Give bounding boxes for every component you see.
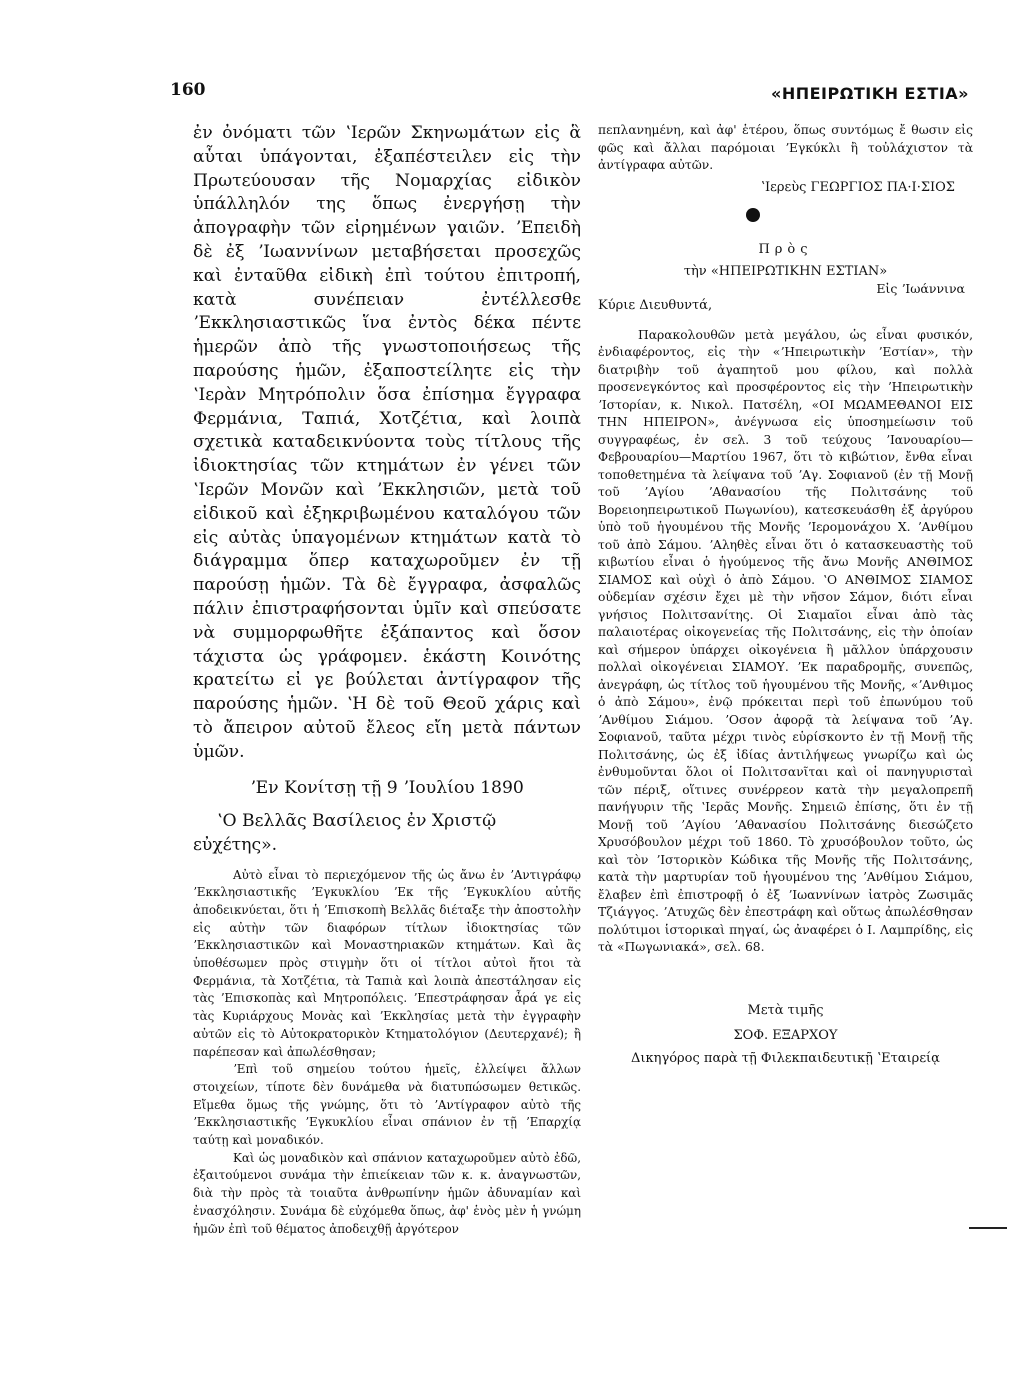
letter-paragraph: Παρακολουθῶν μετὰ μεγάλου, ὡς εἶναι φυσικόν, ἐνδιαφέροντος, εἰς τὴν «ʼΗπειρωτικὴν ʼΕστίαν», τὴν διατριβὴν τοῦ ἀγαπητοῦ μου φίλου, καὶ πολλὰ προσενεγκόντος καὶ προσφέροντος εἰς τὴν ʼΗπειρωτικὴν ʼΙστορίαν, κ. Νικολ. Πατσέλη, «ΟΙ ΜΩΑΜΕΘΑΝΟΙ ΕΙΣ ΤΗΝ ΗΠΕΙΡΟΝ», ἀνέγνωσα εἰς ὑποσημείωσιν τοῦ συγγραφέως, ἐν σελ. 3 τοῦ τεύχους ʼΙανουαρίου—Φεβρουαρίου—Μαρτίου 1967, ὅτι τὸ κιβώτιον, ἔνθα εἶναι τοποθετημένα τὰ λείψανα τοῦ ʼΑγ. Σοφιανοῦ (ἐν τῇ Μονῇ τοῦ ʼΑγίου ʼΑθανασίου τῆς Πολιτσάνης τοῦ Βορειοηπειρωτικοῦ Πωγωνίου), κατεσκευάσθη ἐξ ἀργύρου ὑπὸ τοῦ ἡγουμένου τῆς Μονῆς ʼΙερομονάχου Χ. ʼΑνθίμου τοῦ ἀπὸ Σάμου. ʼΑληθὲς εἶναι ὅτι ὁ κατασκευαστὴς τοῦ κιβωτίου εἶναι ὁ ἡγούμενος τῆς ἄνω Μονῆς ΑΝΘΙΜΟΣ ΣΙΑΜΟΣ καὶ οὐχὶ ὁ ἀπὸ Σάμου. ʽΟ ΑΝΘΙΜΟΣ ΣΙΑΜΟΣ οὐδεμίαν σχέσιν ἔχει μὲ τὴν νῆσον Σάμον, διότι εἶναι γνήσιος Πολιτσανίτης. Οἱ Σιαμαῖοι εἶναι ἀπὸ τὰς παλαιοτέρας οἰκογενείας τῆς Πολιτσάνης, εἰς τὴν ὁποίαν καὶ σήμερον ὑπάρχει οἰκογένεια ἢ μᾶλλον ὑπάρχουσιν πολλαὶ οἰκογένειαι ΣΙΑΜΟΥ. ʼΕκ παραδρομῆς, συνεπῶς, ἀνεγράφη, ὡς τίτλος τοῦ ἡγουμένου τῆς Μονῆς, «ʼΑνθιμος ὁ ἀπὸ Σάμου», ἐνῷ πρόκειται περὶ τοῦ ἐπωνύμου τοῦ ʼΑνθίμου Σιάμου. ʼΟσον ἀφορᾷ τὰ λείψανα τοῦ ʼΑγ. Σοφιανοῦ, ταῦτα μέχρι τινὸς εὑρίσκοντο ἐν τῇ Μονῇ τῆς Πολιτσάνης, ὡς ἐξ ἰδίας ἀντιλήψεως γνωρίζω καὶ ὡς ἐνθυμοῦνται ὅλοι οἱ Πολιτσανῖται καὶ οἱ πανηγυρισταὶ τῶν πέριξ, οἵτινες συνέρρεον κατὰ τὴν μεγαλοπρεπῆ πανήγυριν τῆς ʽΙερᾶς Μονῆς. Σημειῶ ἐπίσης, ὅτι ἐν τῇ Μονῇ τοῦ ʼΑγίου ʼΑθανασίου Πολιτσάνης διεσώζετο Χρυσόβουλον μέχρι τοῦ 1860. Τὸ χρυσόβουλον τοῦτο, ὡς καὶ τὸν ʼΙστορικὸν Κώδικα τῆς Μονῆς τῆς Πολιτσάνης, κατὰ τὴν μαρτυρίαν τοῦ ἡγουμένου της ʼΑνθίμου Σιάμου, ἔλαβεν ἐπὶ ἐπιστροφῇ ὁ ἐξ ʼΙωαννίνων ἰατρὸς Ζωσιμᾶς Τζιάγγος. ʼΑτυχῶς δὲν ἐπεστράφη καὶ οὕτως ἀπωλέσθησαν πολύτιμοι ἱστορικαὶ πηγαί, ὡς ἀναφέρει ὁ Ι. Λαμπρίδης, εἰς τὰ «Πωγωνιακά», σελ. 68. [598, 327, 973, 954]
commentary-paragraph: Αὐτὸ εἶναι τὸ περιεχόμενον τῆς ὡς ἄνω ἐν ʼΑντιγράφῳ ʼΕκκλησιαστικῆς ʼΕγκυκλίου ʼΕκ τῆς ʼΕγκυκλίου αὐτῆς ἀποδεικνύεται, ὅτι ἡ ʼΕπισκοπὴ Βελλᾶς διέταξε τὴν ἀποστολὴν εἰς αὐτὴν τῶν διαφόρων τίτλων ἰδιοκτησίας τῶν ʼΕκκλησιαστικῶν καὶ Μοναστηριακῶν κτημάτων. Καὶ ἂς ὑποθέσωμεν πρὸς στιγμὴν ὅτι οἱ τίτλοι αὐτοὶ ἤτοι τὰ Φερμάνια, τὰ Χοτζέτια, τὰ Ταπιὰ καὶ λοιπὰ ἀπεστάλησαν εἰς τὰς ʼΕπισκοπὰς καὶ Μητροπόλεις. ʼΕπεστράφησαν ἆρά γε εἰς τὰς Κυριάρχους Μονὰς καὶ ʼΕκκλησίας μετὰ τὴν ἐγγραφὴν αὐτῶν εἰς τὸ Αὐτοκρατορικὸν Κτηματολόγιον (Δευτερχανέ); ἢ παρέπεσαν καὶ ἀπωλέσθησαν; [193, 867, 581, 1059]
closing-title: Δικηγόρος παρὰ τῇ Φιλεκπαιδευτικῇ ʽΕταιρείᾳ [631, 1050, 940, 1066]
journal-title: «ΗΠΕΙΡΩΤΙΚΗ ΕΣΤΙΑ» [771, 84, 969, 103]
closing-name: ΣΟΦ. ΕΞΑΡΧΟΥ [733, 1027, 838, 1043]
letter-pros: Πρὸς [758, 241, 813, 257]
commentary-paragraph: ʼΕπὶ τοῦ σημείου τούτου ἡμεῖς, ἐλλείψει ἄλλων στοιχείων, τίποτε δὲν δυνάμεθα νὰ διατυπώσωμεν θετικῶς. Εἴμεθα ὅμως τῆς γνώμης, ὅτι τὸ ʼΑντίγραφον αὐτὸ τῆς ʼΕκκλησιαστικῆς ʼΕγκυκλίου εἶναι σπάνιον ἐν τῇ ʼΕπαρχίᾳ ταύτῃ καὶ μοναδικόν. [193, 1062, 581, 1148]
scan-mark [969, 1227, 1007, 1229]
commentary-paragraph: Καὶ ὡς μοναδικὸν καὶ σπάνιον καταχωροῦμεν αὐτὸ ἐδῶ, ἐξαιτούμενοι συνάμα τὴν ἐπιείκειαν τῶν κ. κ. ἀναγνωστῶν, διὰ τὴν πρὸς τὰ τοιαῦτα ἀνθρωπίνην ἡμῶν ἀδυναμίαν καὶ ἐνασχόλησιν. Συνάμα δὲ εὐχόμεθα ὅπως, ἀφ' ἑνὸς μὲν ἡ γνώμη ἡμῶν ἐπὶ τοῦ θέματος ἀποδειχθῇ ἀργότερον [193, 1150, 581, 1236]
bullet-separator [746, 208, 760, 222]
letter-recipient: τὴν «ΗΠΕΙΡΩΤΙΚΗΝ ΕΣΤΙΑΝ» [683, 263, 888, 279]
priest-signature: ʽΙερεὺς ΓΕΩΡΓΙΟΣ ΠΑ·Ι·ΣΙΟΣ [760, 179, 955, 195]
letter-date: ʼΕν Κονίτσῃ τῇ 9 ʼΙουλίου 1890 [250, 777, 524, 798]
right-column [598, 122, 973, 1066]
letter-signature: ʽΟ Βελλᾶς Βασίλειος ἐν Χριστῷ εὐχέτης». [193, 810, 497, 855]
letter-salutation: Κύριε Διευθυντά, [598, 297, 713, 313]
continuation-text: πεπλανημένη, καὶ ἀφ' ἑτέρου, ὅπως συντόμως ἔ θωσιν εἰς φῶς καὶ ἄλλαι παρόμοιαι ʼΕγκύκλι ἢ τοὐλάχιστον τὰ ἀντίγραφα αὐτῶν. [598, 123, 973, 172]
letter-body: ἐν ὀνόματι τῶν ʽΙερῶν Σκηνωμάτων εἰς ἃ αὗται ὑπάγονται, ἐξαπέστειλεν εἰς τὴν Πρωτεύουσαν τῆς Νομαρχίας εἰδικὸν ὑπάλληλόν της ὅπως ἐνεργήσῃ τὴν ἀπογραφὴν τῶν εἰρημένων γαιῶν. ʼΕπειδὴ δὲ ἐξ ʼΙωαννίνων μεταβήσεται προσεχῶς καὶ ἐνταῦθα εἰδικὴ ἐπὶ τούτου ἐπιτροπή, κατὰ συνέπειαν ἐντέλλεσθε ʼΕκκλησιαστικῶς ἵνα ἐντὸς δέκα πέντε ἡμερῶν ἀπὸ τῆς γνωστοποιήσεως τῆς παρούσης ἡμῶν, ἐξαποστείλητε εἰς τὴν ʽΙερὰν Μητρόπολιν ὅσα ἐπίσημα ἔγγραφα Φερμάνια, Ταπιά, Χοτζέτια, καὶ λοιπὰ σχετικὰ καταδεικνύοντα τοὺς τίτλους τῆς ἰδιοκτησίας τῶν κτημάτων ἐν γένει τῶν ʽΙερῶν Μονῶν καὶ ʼΕκκλησιῶν, μετὰ τοῦ εἰδικοῦ καὶ ἐξηκριβωμένου καταλόγου τῶν εἰς αὐτὰς ὑπαγομένων κτημάτων κατὰ τὸ διάγραμμα ὅπερ καταχωροῦμεν ἐν τῇ παρούσῃ ἡμῶν. Τὰ δὲ ἔγγραφα, ἀσφαλῶς πάλιν ἐπιστραφήσονται ὑμῖν καὶ σπεύσατε νὰ συμμορφωθῆτε ἐξάπαντος καὶ ὅσον τάχιστα ὡς γράφομεν. ἑκάστη Κοινότης κρατείτω εἰ γε βούλεται ἀντίγραφον τῆς παρούσης ἡμῶν. ʽΗ δὲ τοῦ Θεοῦ χάρις καὶ τὸ ἄπειρον αὐτοῦ ἔλεος εἴη μετὰ πάντων ὑμῶν. [193, 123, 581, 762]
closing-regards: Μετὰ τιμῆς [747, 1002, 824, 1018]
page-number: 160 [170, 80, 206, 100]
left-column [193, 122, 581, 1238]
letter-place: Εἰς ʼΙωάννινα [876, 280, 965, 296]
